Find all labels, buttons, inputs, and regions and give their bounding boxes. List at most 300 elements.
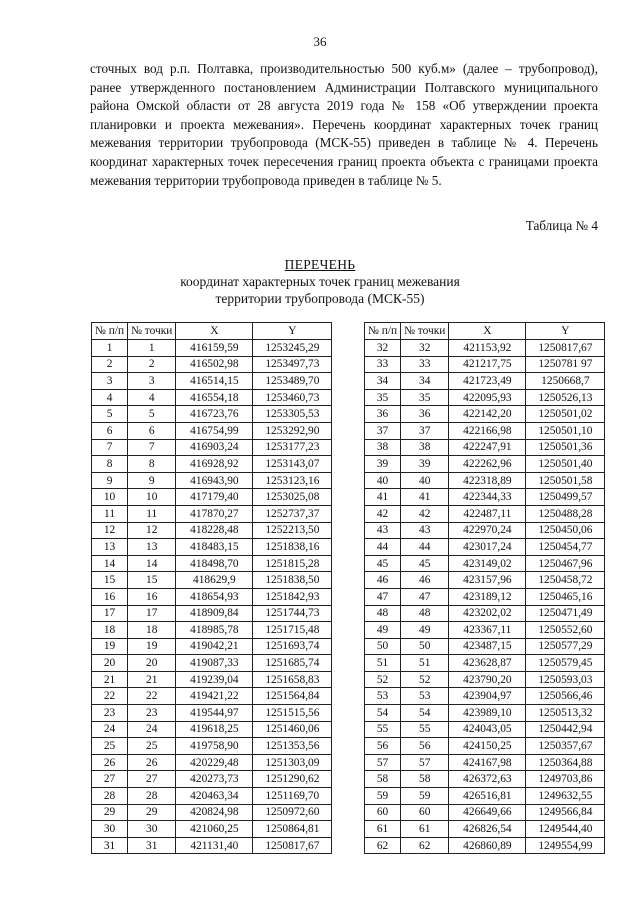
cell-x: 423202,02 xyxy=(449,605,526,622)
cell-num: 1 xyxy=(92,340,128,357)
cell-point: 15 xyxy=(128,572,176,589)
cell-x: 422247,91 xyxy=(449,439,526,456)
table-row xyxy=(92,622,332,639)
cell-point: 30 xyxy=(128,821,176,838)
list-subtitle-line-2: территории трубопровода (МСК-55) xyxy=(215,291,425,306)
cell-x: 419239,04 xyxy=(176,671,253,688)
cell-y: 1250864,81 xyxy=(253,821,332,838)
cell-y: 1251838,16 xyxy=(253,539,332,556)
cell-num: 18 xyxy=(92,622,128,639)
cell-y: 1250501,02 xyxy=(526,406,605,423)
cell-x: 423790,20 xyxy=(449,671,526,688)
cell-x: 422318,89 xyxy=(449,472,526,489)
cell-x: 423904,97 xyxy=(449,688,526,705)
column-header-x: X xyxy=(449,323,526,340)
cell-x: 419758,90 xyxy=(176,738,253,755)
cell-num: 54 xyxy=(365,705,401,722)
cell-y: 1251838,50 xyxy=(253,572,332,589)
table-row xyxy=(365,456,605,473)
cell-point: 23 xyxy=(128,705,176,722)
table-row xyxy=(365,389,605,406)
cell-x: 416514,15 xyxy=(176,373,253,390)
cell-y: 1250442,94 xyxy=(526,721,605,738)
cell-num: 9 xyxy=(92,472,128,489)
table-row xyxy=(365,588,605,605)
table-row xyxy=(92,373,332,390)
cell-num: 59 xyxy=(365,788,401,805)
cell-x: 419087,33 xyxy=(176,655,253,672)
cell-y: 1253177,23 xyxy=(253,439,332,456)
table-row xyxy=(92,522,332,539)
table-body-left xyxy=(92,340,332,854)
cell-point: 48 xyxy=(401,605,449,622)
cell-y: 1250817,67 xyxy=(526,340,605,357)
cell-y: 1250552,60 xyxy=(526,622,605,639)
cell-point: 39 xyxy=(401,456,449,473)
cell-num: 4 xyxy=(92,389,128,406)
table-row xyxy=(365,522,605,539)
cell-num: 26 xyxy=(92,754,128,771)
cell-num: 33 xyxy=(365,356,401,373)
cell-num: 34 xyxy=(365,373,401,390)
cell-point: 31 xyxy=(128,837,176,854)
cell-point: 38 xyxy=(401,439,449,456)
cell-point: 17 xyxy=(128,605,176,622)
cell-x: 422095,93 xyxy=(449,389,526,406)
table-row xyxy=(365,555,605,572)
cell-point: 7 xyxy=(128,439,176,456)
cell-num: 8 xyxy=(92,456,128,473)
table-row xyxy=(92,472,332,489)
table-caption: Таблица № 4 xyxy=(525,218,598,233)
cell-point: 8 xyxy=(128,456,176,473)
cell-y: 1251693,74 xyxy=(253,638,332,655)
cell-y: 1250817,67 xyxy=(253,837,332,854)
cell-num: 60 xyxy=(365,804,401,821)
cell-x: 422262,96 xyxy=(449,456,526,473)
table-row xyxy=(365,622,605,639)
cell-y: 1251658,83 xyxy=(253,671,332,688)
cell-x: 421723,49 xyxy=(449,373,526,390)
column-header-num: № п/п xyxy=(365,323,401,340)
cell-y: 1253143,07 xyxy=(253,456,332,473)
table-row xyxy=(365,821,605,838)
cell-point: 37 xyxy=(401,422,449,439)
cell-point: 50 xyxy=(401,638,449,655)
cell-num: 49 xyxy=(365,622,401,639)
table-row xyxy=(92,821,332,838)
cell-x: 423487,15 xyxy=(449,638,526,655)
cell-num: 27 xyxy=(92,771,128,788)
cell-num: 56 xyxy=(365,738,401,755)
cell-x: 419421,22 xyxy=(176,688,253,705)
cell-y: 1249566,84 xyxy=(526,804,605,821)
cell-x: 416943,90 xyxy=(176,472,253,489)
cell-y: 1252213,50 xyxy=(253,522,332,539)
cell-num: 57 xyxy=(365,754,401,771)
table-row xyxy=(92,671,332,688)
table-row xyxy=(92,771,332,788)
cell-x: 422970,24 xyxy=(449,522,526,539)
cell-num: 61 xyxy=(365,821,401,838)
table-row xyxy=(92,588,332,605)
cell-num: 14 xyxy=(92,555,128,572)
cell-num: 44 xyxy=(365,539,401,556)
table-row xyxy=(365,572,605,589)
cell-num: 13 xyxy=(92,539,128,556)
cell-y: 1250501,10 xyxy=(526,422,605,439)
cell-y: 1251842,93 xyxy=(253,588,332,605)
list-title: ПЕРЕЧЕНЬ xyxy=(284,257,356,272)
table-row xyxy=(365,688,605,705)
cell-y: 1251715,48 xyxy=(253,622,332,639)
cell-point: 29 xyxy=(128,804,176,821)
column-header-point: № точки xyxy=(128,323,176,340)
cell-y: 1250488,28 xyxy=(526,505,605,522)
cell-point: 46 xyxy=(401,572,449,589)
cell-x: 423989,10 xyxy=(449,705,526,722)
cell-num: 43 xyxy=(365,522,401,539)
cell-num: 15 xyxy=(92,572,128,589)
cell-y: 1250471,49 xyxy=(526,605,605,622)
cell-point: 42 xyxy=(401,505,449,522)
cell-y: 1249554,99 xyxy=(526,837,605,854)
cell-num: 19 xyxy=(92,638,128,655)
table-row xyxy=(92,439,332,456)
cell-point: 41 xyxy=(401,489,449,506)
cell-y: 1253460,73 xyxy=(253,389,332,406)
cell-y: 1250450,06 xyxy=(526,522,605,539)
table-row xyxy=(365,340,605,357)
cell-point: 49 xyxy=(401,622,449,639)
cell-num: 46 xyxy=(365,572,401,589)
table-row xyxy=(92,688,332,705)
table-row xyxy=(92,837,332,854)
page-number: 36 xyxy=(313,34,327,49)
cell-point: 22 xyxy=(128,688,176,705)
cell-num: 45 xyxy=(365,555,401,572)
cell-num: 31 xyxy=(92,837,128,854)
cell-y: 1253489,70 xyxy=(253,373,332,390)
cell-y: 1253305,53 xyxy=(253,406,332,423)
cell-num: 29 xyxy=(92,804,128,821)
cell-y: 1250501,40 xyxy=(526,456,605,473)
cell-x: 422344,33 xyxy=(449,489,526,506)
cell-y: 1251685,74 xyxy=(253,655,332,672)
cell-x: 426649,66 xyxy=(449,804,526,821)
cell-x: 418654,93 xyxy=(176,588,253,605)
cell-x: 422142,20 xyxy=(449,406,526,423)
cell-y: 1250579,45 xyxy=(526,655,605,672)
cell-y: 1253123,16 xyxy=(253,472,332,489)
cell-point: 24 xyxy=(128,721,176,738)
cell-point: 57 xyxy=(401,754,449,771)
table-row xyxy=(365,837,605,854)
cell-point: 9 xyxy=(128,472,176,489)
table-row xyxy=(365,422,605,439)
cell-point: 43 xyxy=(401,522,449,539)
table-row xyxy=(365,705,605,722)
cell-x: 420463,34 xyxy=(176,788,253,805)
cell-num: 23 xyxy=(92,705,128,722)
cell-num: 51 xyxy=(365,655,401,672)
cell-y: 1250454,77 xyxy=(526,539,605,556)
table-row xyxy=(92,655,332,672)
table-row xyxy=(365,373,605,390)
cell-point: 28 xyxy=(128,788,176,805)
cell-x: 426826,54 xyxy=(449,821,526,838)
table-row xyxy=(365,788,605,805)
cell-y: 1250357,67 xyxy=(526,738,605,755)
cell-num: 47 xyxy=(365,588,401,605)
table-row xyxy=(92,754,332,771)
cell-y: 1250501,36 xyxy=(526,439,605,456)
table-row xyxy=(92,456,332,473)
table-row xyxy=(92,788,332,805)
table-row xyxy=(365,804,605,821)
cell-y: 1252737,37 xyxy=(253,505,332,522)
cell-point: 40 xyxy=(401,472,449,489)
table-row xyxy=(365,505,605,522)
cell-x: 423149,02 xyxy=(449,555,526,572)
cell-y: 1250593,03 xyxy=(526,671,605,688)
intro-paragraph xyxy=(90,60,598,190)
table-row xyxy=(92,638,332,655)
table-row xyxy=(92,406,332,423)
cell-point: 58 xyxy=(401,771,449,788)
table-row xyxy=(92,705,332,722)
cell-point: 20 xyxy=(128,655,176,672)
cell-point: 56 xyxy=(401,738,449,755)
cell-num: 40 xyxy=(365,472,401,489)
cell-x: 421060,25 xyxy=(176,821,253,838)
intro-text: сточных вод р.п. Полтавка, производительностью 500 куб.м» (далее – трубопровод), ранее утвержденного постановлением Администрации Полтавского муниципального района Омской области от 28 августа 2019 года № 158 «Об утверждении проекта планировки и проекта межевания». Перечень координат характерных точек границ межевания территории трубопровода (МСК-55) приведен в таблице № 4. Перечень координат характерных точек пересечения границ проекта объекта с границами проекта межевания территории трубопровода приведен в таблице № 5. xyxy=(90,61,598,188)
cell-num: 41 xyxy=(365,489,401,506)
table-row xyxy=(92,489,332,506)
cell-y: 1250668,7 xyxy=(526,373,605,390)
cell-num: 3 xyxy=(92,373,128,390)
table-header-row xyxy=(92,323,332,340)
cell-point: 3 xyxy=(128,373,176,390)
cell-point: 27 xyxy=(128,771,176,788)
cell-point: 32 xyxy=(401,340,449,357)
cell-num: 35 xyxy=(365,389,401,406)
cell-y: 1253292,90 xyxy=(253,422,332,439)
cell-y: 1250513,32 xyxy=(526,705,605,722)
cell-x: 416903,24 xyxy=(176,439,253,456)
table-row xyxy=(92,505,332,522)
cell-num: 55 xyxy=(365,721,401,738)
cell-y: 1250972,60 xyxy=(253,804,332,821)
cell-num: 20 xyxy=(92,655,128,672)
column-header-y: Y xyxy=(253,323,332,340)
cell-point: 4 xyxy=(128,389,176,406)
cell-num: 58 xyxy=(365,771,401,788)
cell-point: 36 xyxy=(401,406,449,423)
coordinates-table-right xyxy=(364,322,605,854)
table-row xyxy=(92,555,332,572)
cell-point: 45 xyxy=(401,555,449,572)
cell-point: 2 xyxy=(128,356,176,373)
table-row xyxy=(365,754,605,771)
cell-num: 5 xyxy=(92,406,128,423)
cell-y: 1250501,58 xyxy=(526,472,605,489)
cell-y: 1251815,28 xyxy=(253,555,332,572)
table-row xyxy=(365,671,605,688)
cell-x: 423189,12 xyxy=(449,588,526,605)
cell-num: 37 xyxy=(365,422,401,439)
cell-num: 22 xyxy=(92,688,128,705)
cell-num: 36 xyxy=(365,406,401,423)
cell-point: 14 xyxy=(128,555,176,572)
cell-x: 424150,25 xyxy=(449,738,526,755)
cell-x: 416754,99 xyxy=(176,422,253,439)
cell-num: 62 xyxy=(365,837,401,854)
table-row xyxy=(365,771,605,788)
cell-num: 28 xyxy=(92,788,128,805)
cell-x: 416928,92 xyxy=(176,456,253,473)
cell-num: 50 xyxy=(365,638,401,655)
cell-num: 17 xyxy=(92,605,128,622)
cell-x: 421131,40 xyxy=(176,837,253,854)
cell-point: 11 xyxy=(128,505,176,522)
cell-y: 1250465,16 xyxy=(526,588,605,605)
cell-x: 416502,98 xyxy=(176,356,253,373)
table-row xyxy=(365,655,605,672)
cell-point: 54 xyxy=(401,705,449,722)
cell-num: 7 xyxy=(92,439,128,456)
cell-num: 10 xyxy=(92,489,128,506)
cell-point: 61 xyxy=(401,821,449,838)
column-header-point: № точки xyxy=(401,323,449,340)
cell-x: 418629,9 xyxy=(176,572,253,589)
list-subtitle-line-1: координат характерных точек границ межевания xyxy=(180,274,460,289)
table-row xyxy=(92,539,332,556)
cell-x: 422166,98 xyxy=(449,422,526,439)
cell-point: 53 xyxy=(401,688,449,705)
cell-y: 1251460,06 xyxy=(253,721,332,738)
cell-num: 11 xyxy=(92,505,128,522)
table-row xyxy=(365,406,605,423)
cell-y: 1250526,13 xyxy=(526,389,605,406)
cell-point: 13 xyxy=(128,539,176,556)
cell-y: 1249544,40 xyxy=(526,821,605,838)
cell-x: 418985,78 xyxy=(176,622,253,639)
cell-x: 423367,11 xyxy=(449,622,526,639)
cell-point: 34 xyxy=(401,373,449,390)
table-row xyxy=(92,572,332,589)
cell-point: 10 xyxy=(128,489,176,506)
cell-x: 418909,84 xyxy=(176,605,253,622)
cell-y: 1253025,08 xyxy=(253,489,332,506)
table-body-right xyxy=(365,340,605,854)
cell-point: 55 xyxy=(401,721,449,738)
cell-num: 42 xyxy=(365,505,401,522)
cell-num: 16 xyxy=(92,588,128,605)
cell-x: 416554,18 xyxy=(176,389,253,406)
table-row xyxy=(92,721,332,738)
table-header-row xyxy=(365,323,605,340)
cell-num: 25 xyxy=(92,738,128,755)
cell-y: 1251303,09 xyxy=(253,754,332,771)
table-row xyxy=(92,804,332,821)
cell-point: 21 xyxy=(128,671,176,688)
cell-y: 1250577,29 xyxy=(526,638,605,655)
cell-y: 1251353,56 xyxy=(253,738,332,755)
cell-x: 418498,70 xyxy=(176,555,253,572)
table-row xyxy=(92,340,332,357)
cell-x: 417179,40 xyxy=(176,489,253,506)
cell-x: 419544,97 xyxy=(176,705,253,722)
cell-point: 60 xyxy=(401,804,449,821)
column-header-num: № п/п xyxy=(92,323,128,340)
cell-x: 420229,48 xyxy=(176,754,253,771)
cell-x: 416159,59 xyxy=(176,340,253,357)
cell-y: 1251744,73 xyxy=(253,605,332,622)
cell-y: 1250467,96 xyxy=(526,555,605,572)
table-row xyxy=(365,539,605,556)
table-row xyxy=(365,605,605,622)
cell-x: 419618,25 xyxy=(176,721,253,738)
cell-point: 18 xyxy=(128,622,176,639)
table-row xyxy=(365,489,605,506)
cell-num: 6 xyxy=(92,422,128,439)
list-heading xyxy=(0,256,640,307)
table-row xyxy=(365,439,605,456)
cell-x: 426516,81 xyxy=(449,788,526,805)
cell-x: 418483,15 xyxy=(176,539,253,556)
table-row xyxy=(92,605,332,622)
cell-y: 1250499,57 xyxy=(526,489,605,506)
cell-y: 1250458,72 xyxy=(526,572,605,589)
cell-num: 38 xyxy=(365,439,401,456)
table-row xyxy=(365,738,605,755)
cell-point: 62 xyxy=(401,837,449,854)
column-header-y: Y xyxy=(526,323,605,340)
cell-num: 39 xyxy=(365,456,401,473)
table-row xyxy=(92,422,332,439)
coordinates-table-left xyxy=(91,322,332,854)
cell-y: 1251564,84 xyxy=(253,688,332,705)
cell-num: 21 xyxy=(92,671,128,688)
table-row xyxy=(92,356,332,373)
cell-num: 32 xyxy=(365,340,401,357)
cell-x: 424167,98 xyxy=(449,754,526,771)
cell-x: 416723,76 xyxy=(176,406,253,423)
cell-point: 59 xyxy=(401,788,449,805)
cell-x: 423017,24 xyxy=(449,539,526,556)
cell-x: 423157,96 xyxy=(449,572,526,589)
cell-x: 421217,75 xyxy=(449,356,526,373)
cell-point: 51 xyxy=(401,655,449,672)
cell-y: 1251290,62 xyxy=(253,771,332,788)
cell-y: 1251169,70 xyxy=(253,788,332,805)
cell-point: 16 xyxy=(128,588,176,605)
cell-y: 1253245,29 xyxy=(253,340,332,357)
cell-point: 26 xyxy=(128,754,176,771)
cell-point: 35 xyxy=(401,389,449,406)
cell-y: 1249703,86 xyxy=(526,771,605,788)
cell-num: 52 xyxy=(365,671,401,688)
cell-x: 422487,11 xyxy=(449,505,526,522)
table-row xyxy=(365,356,605,373)
cell-x: 421153,92 xyxy=(449,340,526,357)
column-header-x: X xyxy=(176,323,253,340)
cell-x: 420824,98 xyxy=(176,804,253,821)
cell-point: 19 xyxy=(128,638,176,655)
cell-num: 48 xyxy=(365,605,401,622)
cell-point: 33 xyxy=(401,356,449,373)
